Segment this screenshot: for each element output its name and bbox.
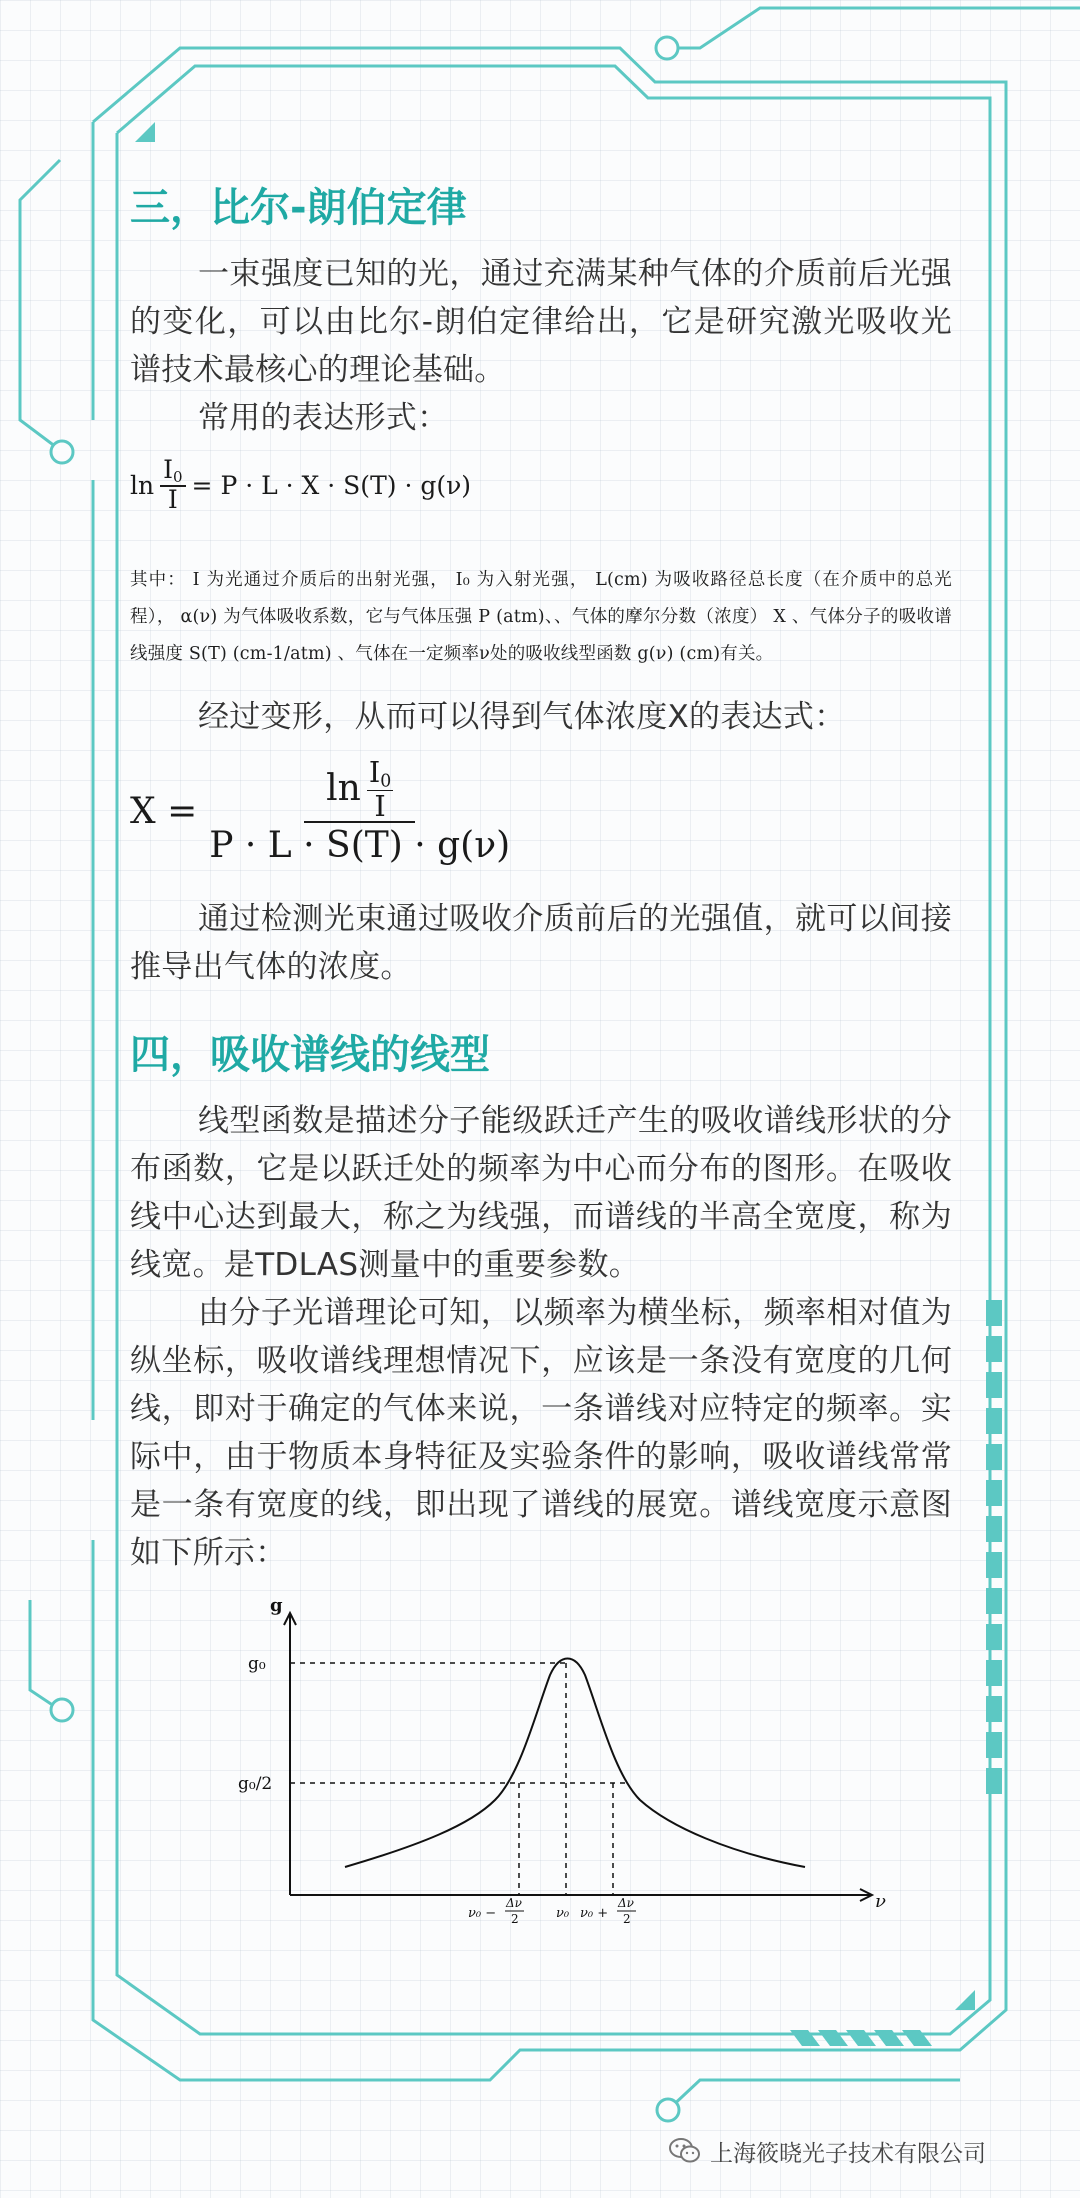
x-tick-right-main: ν₀ + (580, 1906, 609, 1921)
eq1-fraction (160, 454, 185, 515)
equation-note: 其中： I 为光通过介质后的出射光强， I₀ 为入射光强， L(cm) 为吸收路径总长度（在介质中的总光程）， α(ν) 为气体吸收系数，它与气体压强 P (atm)、、气体的摩尔分数（浓度） X 、气体分子的吸收谱线强度 S(T) (cm-1/atm) 、气体在一定频率ν处的吸收线型函数 g(ν) (cm)有关。 (130, 570, 952, 664)
eq2-inner-fraction (367, 754, 393, 824)
lorentzian-curve (345, 1659, 805, 1868)
x-tick-center: ν₀ (556, 1906, 570, 1921)
wechat-icon (668, 2137, 702, 2165)
y-axis-label: g (270, 1595, 283, 1616)
paragraph-intro: 一束强度已知的光，通过充满某种气体的介质前后光强的变化，可以由比尔-朗伯定律给出，它是研究激光吸收光谱技术最核心的理论基础。 (130, 256, 952, 388)
x-tick-right-frac-den: 2 (623, 1912, 631, 1925)
eq2-lhs: X = (130, 790, 198, 832)
eq1-denominator: I (167, 485, 178, 515)
x-tick-left-frac-num: Δν (506, 1896, 522, 1910)
watermark-text: 上海筱晓光子技术有限公司 (710, 2140, 986, 2167)
eq2-inner-denominator: I (374, 789, 386, 824)
x-tick-right-frac-num: Δν (618, 1896, 634, 1910)
x-tick-left-frac-den: 2 (511, 1912, 519, 1925)
paragraph-conclusion: 通过检测光束通过吸收介质前后的光强值，就可以间接推导出气体的浓度。 (130, 901, 952, 985)
paragraph-broadening: 由分子光谱理论可知，以频率为横坐标，频率相对值为纵坐标，吸收谱线理想情况下，应该是一条没有宽度的几何线，即对于确定的气体来说，一条谱线对应特定的频率。实际中，由于物质本身特征及实验条件的影响，吸收谱线常常是一条有宽度的线，即出现了谱线的展宽。谱线宽度示意图如下所示： (130, 1295, 952, 1571)
paragraph-line-shape: 线型函数是描述分子能级跃迁产生的吸收谱线形状的分布函数，它是以跃迁处的频率为中心而分布的图形。在吸收线中心达到最大，称之为线强，而谱线的半高全宽度，称为线宽。是TDLAS测量中的重要参数。 (130, 1103, 952, 1283)
article-content (130, 180, 952, 1925)
eq1-rhs: = P · L · X · S(T) · g(ν) (191, 470, 472, 500)
eq2-fraction (209, 754, 511, 867)
x-tick-left-main: ν₀ − (468, 1906, 497, 1921)
beer-lambert-equation (130, 450, 952, 520)
eq1-numerator-sub: 0 (173, 467, 183, 486)
account-watermark (668, 2131, 986, 2171)
eq1-numerator: I (163, 454, 173, 484)
eq2-denominator: P · L · S(T) · g(ν) (209, 825, 511, 867)
eq1-ln: ln (130, 470, 155, 500)
line-width-svg (230, 1595, 890, 1925)
section-heading-beer-lambert: 三，比尔-朗伯定律 (130, 185, 467, 231)
concentration-equation (130, 741, 952, 881)
eq2-inner-numerator-sub: 0 (380, 771, 392, 792)
paragraph-expression-label: 常用的表达形式： (198, 400, 449, 436)
section-heading-line-shape: 四，吸收谱线的线型 (130, 1032, 490, 1078)
y-tick-half: g₀/2 (238, 1774, 273, 1794)
line-width-diagram (230, 1595, 890, 1925)
x-axis-label: ν (875, 1891, 886, 1912)
y-tick-peak: g₀ (248, 1654, 266, 1674)
paragraph-derivation: 经过变形，从而可以得到气体浓度X的表达式： (198, 699, 846, 735)
eq2-inner-numerator: I (368, 754, 381, 789)
eq2-ln: ln (326, 768, 361, 810)
